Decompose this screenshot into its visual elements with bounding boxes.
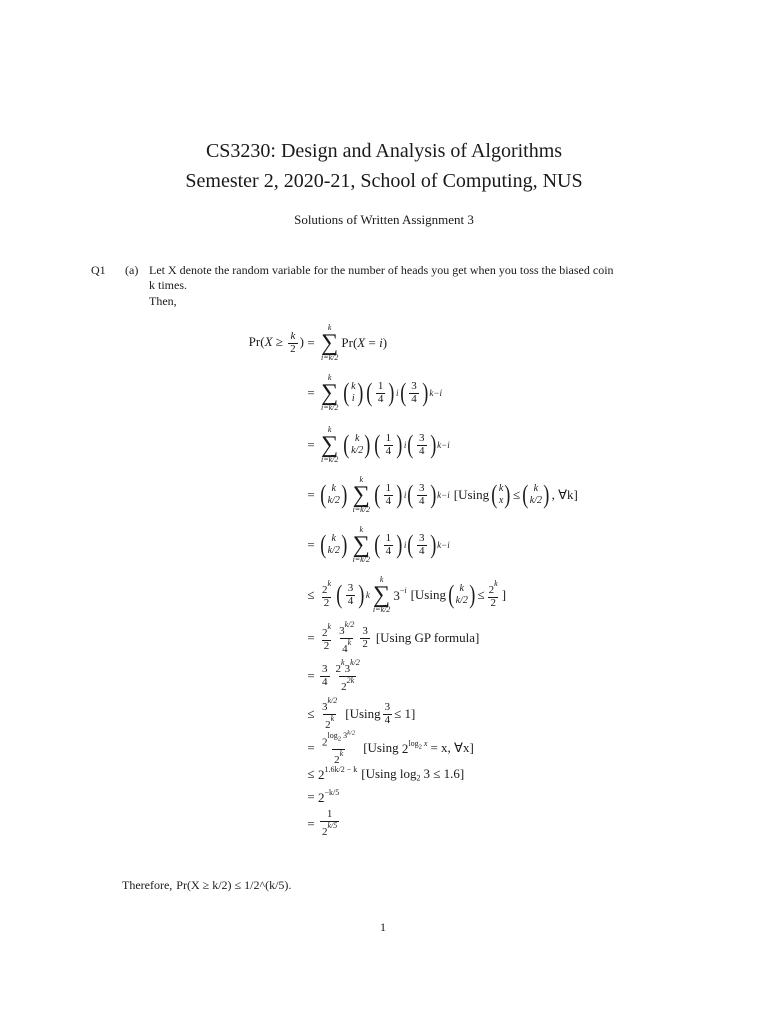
intro-line-3: Then, bbox=[149, 294, 177, 308]
derivation-line-3: = k ∑ i=k/2 ( k k/2 ) ( $\frac{1}{4}$ ) i ( $\frac{3}{4}$ ) k−i bbox=[307, 424, 450, 465]
note-using-binomial-bound: [Using bbox=[410, 587, 446, 602]
note-using-three-quarters: [Using bbox=[345, 706, 381, 721]
derivation-line-7: = $\frac{2^k}{2}$ $\frac{3^{k/2}}{4^k}$ $\frac{3}{2}$ [Using GP formula] bbox=[307, 619, 480, 655]
conclusion-expression: Pr(X ≥ k/2) ≤ 1/2^(k/5). bbox=[176, 878, 292, 892]
note-gp-formula: [Using GP formula] bbox=[375, 630, 480, 645]
question-part: (a) bbox=[125, 263, 139, 277]
note-using-binomial-max: [Using bbox=[453, 487, 490, 502]
note-using-log-bound: [Using log bbox=[361, 766, 417, 781]
derivation-line-10: = $\frac{2^{log_2 3^{k/2}}}{2^k}$ [Using $2^{log_2 x}$ = x, ∀x] bbox=[307, 729, 474, 766]
semester-line: Semester 2, 2020-21, School of Computing, NUS bbox=[185, 170, 583, 192]
document-subtitle: Solutions of Written Assignment 3 bbox=[294, 212, 474, 227]
intro-line-2: k times. bbox=[149, 278, 187, 292]
derivation-line-5: = ( k k/2 ) k ∑ i=k/2 ( $\frac{1}{4}$ ) i ( $\frac{3}{4}$ ) k−i bbox=[307, 524, 450, 565]
derivation-line-9: ≤ $\frac{3^{k/2}}{2^k}$ [Using $\frac{3}{4}$ ≤ 1] bbox=[307, 695, 416, 731]
note-using-log-identity: [Using bbox=[363, 740, 399, 755]
conclusion-prefix: Therefore, bbox=[122, 878, 173, 892]
conclusion bbox=[122, 878, 291, 893]
derivation-line-4: = ( k k/2 ) k ∑ i=k/2 ( $\frac{1}{4}$ ) i ( $\frac{3}{4}$ ) k−i [Using ( k x ) ≤ ( k k/2 ) , ∀k] bbox=[307, 474, 578, 515]
intro-line-1: Let X denote the random variable for the number of heads you get when you toss the biased coin bbox=[149, 263, 614, 277]
derivation-line-11: ≤ $2^{1.6k/2 - k}$ [Using log $_2$ 3 ≤ 1.6] bbox=[307, 765, 465, 783]
derivation-line-12: = $2^{-k/5}$ bbox=[307, 788, 340, 805]
derivation-line-1: Pr(X ≥ $\frac{k}{2}$ ) = k ∑ i=k/2 Pr(X = i) bbox=[248, 322, 388, 363]
note-using-log-bound-end: 3 ≤ 1.6] bbox=[423, 766, 465, 781]
course-title: CS3230: Design and Analysis of Algorithms bbox=[205, 140, 563, 162]
derivation-line-8: = $\frac{3}{4}$ $\frac{2^k3^{k/2}}{2^{2k}}$ bbox=[307, 657, 360, 693]
page-number: 1 bbox=[380, 920, 386, 934]
derivation-line-6: ≤ $\frac{2^k}{2}$ ( $\frac{3}{4}$ ) k k ∑ i=k/2 $3^{-i}$ [Using ( k k/2 ) ≤ $\frac{2^k}{2}$ ] bbox=[307, 574, 507, 615]
question-number: Q1 bbox=[91, 263, 106, 277]
derivation-line-13: = $\frac{1}{2^{k/5}}$ bbox=[307, 808, 338, 838]
note-using-binomial-max-end: , ∀k] bbox=[551, 487, 578, 502]
derivation-line-2: = k ∑ i=k/2 ( k i ) ( $\frac{1}{4}$ ) i ( $\frac{3}{4}$ ) k−i bbox=[307, 372, 442, 413]
note-using-log-identity-end: = x, ∀x] bbox=[430, 740, 474, 755]
